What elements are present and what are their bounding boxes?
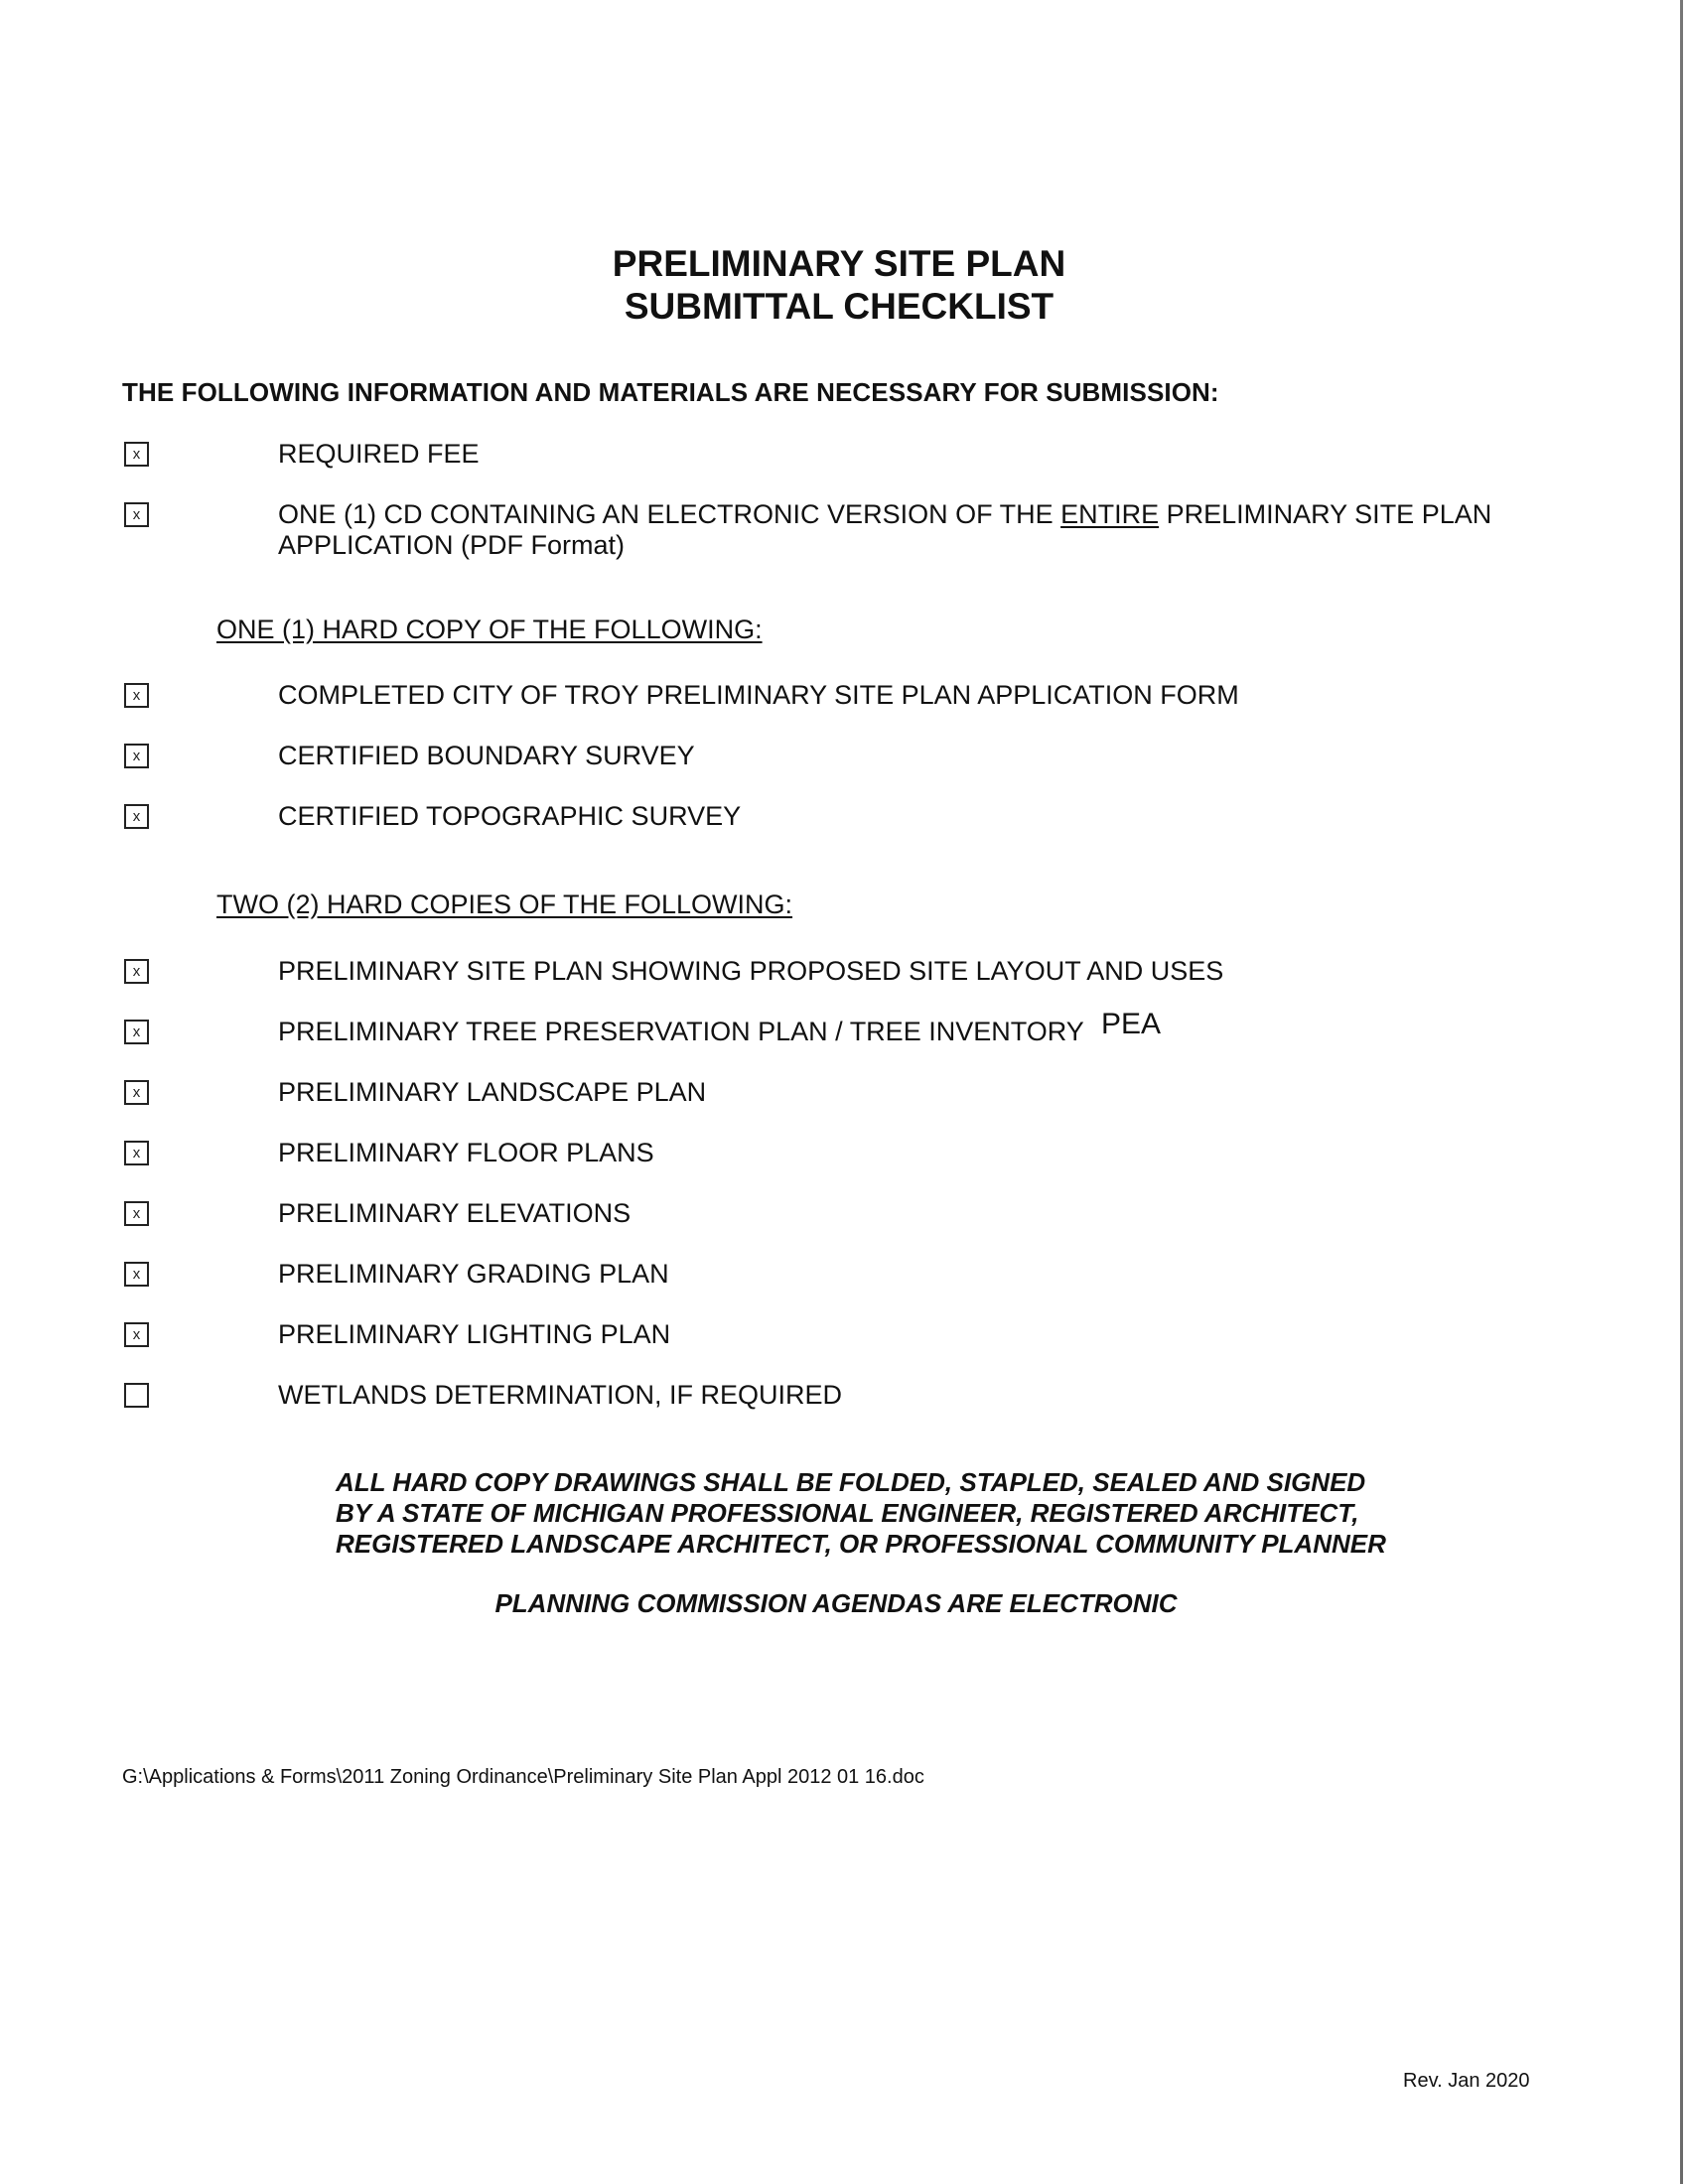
item-wetlands: WETLANDS DETERMINATION, IF REQUIRED [278, 1380, 843, 1410]
item-tree-preservation: PRELIMINARY TREE PRESERVATION PLAN / TREE INVENTORY [278, 1017, 1084, 1046]
checkbox-mark: x [132, 1205, 141, 1222]
checkbox-floor-plans[interactable] [124, 1141, 149, 1165]
checkbox-mark: x [132, 1024, 141, 1040]
checkbox-elevations[interactable] [124, 1201, 149, 1226]
item-cd-text-part1: ONE (1) CD CONTAINING AN ELECTRONIC VERSION OF THE [278, 499, 1061, 529]
checkbox-wetlands[interactable] [124, 1383, 149, 1408]
checkbox-tree-preservation[interactable] [124, 1020, 149, 1044]
item-grading-plan: PRELIMINARY GRADING PLAN [278, 1259, 669, 1289]
section-heading-one-copy: ONE (1) HARD COPY OF THE FOLLOWING: [216, 614, 763, 644]
item-elevations: PRELIMINARY ELEVATIONS [278, 1198, 632, 1228]
checkbox-application-form[interactable] [124, 683, 149, 708]
checkbox-mark: x [132, 748, 141, 764]
item-boundary-survey: CERTIFIED BOUNDARY SURVEY [278, 741, 695, 770]
item-landscape-plan: PRELIMINARY LANDSCAPE PLAN [278, 1077, 707, 1107]
checkbox-required-fee[interactable] [124, 442, 149, 467]
file-path-footer: G:\Applications & Forms\2011 Zoning Ordinance\Preliminary Site Plan Appl 2012 01 16.doc [122, 1766, 924, 1788]
checkbox-landscape-plan[interactable] [124, 1080, 149, 1105]
page-title: PRELIMINARY SITE PLAN [612, 243, 1066, 284]
checkbox-lighting-plan[interactable] [124, 1322, 149, 1347]
item-topographic-survey: CERTIFIED TOPOGRAPHIC SURVEY [278, 801, 742, 831]
checkbox-mark: x [132, 687, 141, 704]
notice-line: BY A STATE OF MICHIGAN PROFESSIONAL ENGINEER, REGISTERED ARCHITECT, [336, 1498, 1359, 1528]
handwritten-annotation: PEA [1101, 1008, 1162, 1040]
checkbox-mark: x [132, 446, 141, 463]
section-heading-two-copies: TWO (2) HARD COPIES OF THE FOLLOWING: [216, 889, 793, 919]
page-subtitle: SUBMITTAL CHECKLIST [624, 286, 1055, 327]
checkbox-mark: x [132, 1145, 141, 1161]
checkbox-mark: x [132, 808, 141, 825]
checkbox-site-plan[interactable] [124, 959, 149, 984]
item-floor-plans: PRELIMINARY FLOOR PLANS [278, 1138, 654, 1167]
item-cd-text-part2: PRELIMINARY SITE PLAN [1159, 499, 1492, 529]
item-lighting-plan: PRELIMINARY LIGHTING PLAN [278, 1319, 671, 1349]
item-application-form: COMPLETED CITY OF TROY PRELIMINARY SITE PLAN APPLICATION FORM [278, 680, 1239, 710]
item-cd-electronic-line2: APPLICATION (PDF Format) [278, 530, 626, 560]
checkbox-grading-plan[interactable] [124, 1262, 149, 1287]
drawing-requirements-notice [336, 1467, 1386, 1560]
item-site-plan: PRELIMINARY SITE PLAN SHOWING PROPOSED SITE LAYOUT AND USES [278, 956, 1224, 986]
checkbox-mark: x [132, 1266, 141, 1283]
notice-line: ALL HARD COPY DRAWINGS SHALL BE FOLDED, STAPLED, SEALED AND SIGNED [336, 1467, 1366, 1497]
item-cd-text-entire: ENTIRE [1060, 499, 1160, 529]
checkbox-mark: x [132, 506, 141, 523]
checkbox-mark: x [132, 1084, 141, 1101]
checkbox-mark: x [132, 1326, 141, 1343]
item-cd-electronic [278, 498, 1491, 530]
checkbox-cd-electronic[interactable] [124, 502, 149, 527]
checkbox-topographic-survey[interactable] [124, 804, 149, 829]
revision-date: Rev. Jan 2020 [1403, 2070, 1530, 2092]
checkbox-boundary-survey[interactable] [124, 744, 149, 768]
checkbox-mark: x [132, 963, 141, 980]
checklist-heading: THE FOLLOWING INFORMATION AND MATERIALS ARE NECESSARY FOR SUBMISSION: [122, 377, 1219, 407]
agendas-notice: PLANNING COMMISSION AGENDAS ARE ELECTRONIC [494, 1588, 1178, 1618]
notice-line: REGISTERED LANDSCAPE ARCHITECT, OR PROFESSIONAL COMMUNITY PLANNER [336, 1529, 1386, 1559]
item-required-fee: REQUIRED FEE [278, 439, 480, 469]
